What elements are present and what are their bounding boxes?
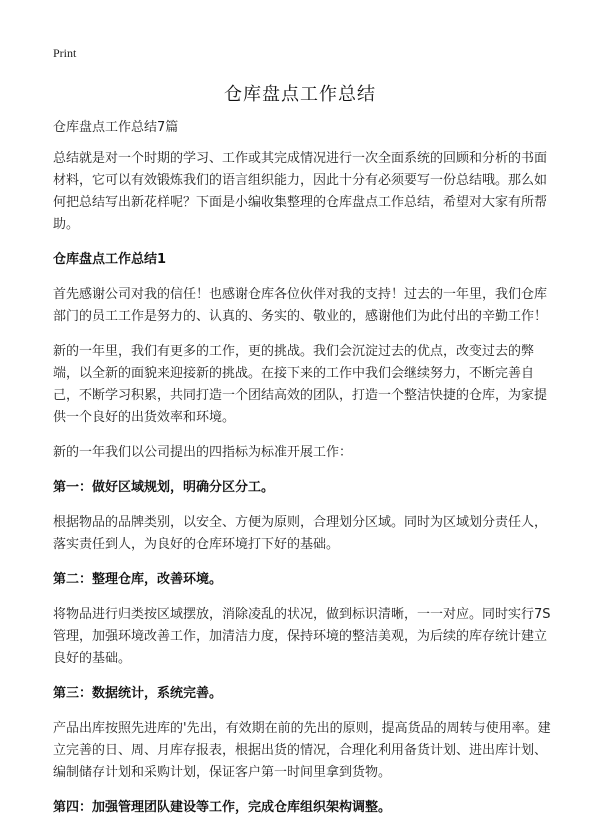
point-1-text: 根据物品的品牌类别，以安全、方便为原则，合理划分区域。同时为区域划分责任人，落实责任到人，为良好的仓库环境打下好的基础。 xyxy=(53,515,548,552)
paragraph-3: 新的一年我们以公司提出的四指标为标准开展工作： xyxy=(53,445,353,460)
point-2-heading: 第二：整理仓库，改善环境。 xyxy=(53,572,223,587)
section-heading: 仓库盘点工作总结1 xyxy=(53,252,167,267)
point-2-text: 将物品进行归类按区域摆放，消除凌乱的状况，做到标识清晰，一一对应。同时实行7S管理，加强环境改善工作，加清洁力度，保持环境的整洁美观，为后续的库存统计建立良好的基础。 xyxy=(53,607,551,666)
document-subtitle: 仓库盘点工作总结7篇 xyxy=(53,120,179,135)
intro-paragraph: 总结就是对一个时期的学习、工作或其完成情况进行一次全面系统的回顾和分析的书面材料，它可以有效锻炼我们的语言组织能力，因此十分有必须要写一份总结哦。那么如何把总结写出新花样呢？下面是小编收集整理的仓库盘点工作总结，希望对大家有所帮助。 xyxy=(53,151,548,232)
point-3-heading: 第三：数据统计，系统完善。 xyxy=(53,686,223,701)
document-body xyxy=(53,117,553,832)
point-1-heading: 第一：做好区域规划，明确分区分工。 xyxy=(53,480,275,495)
point-4-heading: 第四：加强管理团队建设等工作，完成仓库组织架构调整。 xyxy=(53,800,392,815)
paragraph-2: 新的一年里，我们有更多的工作，更的挑战。我们会沉淀过去的优点，改变过去的弊端，以全新的面貌来迎接新的挑战。在接下来的工作中我们会继续努力，不断完善自己，不断学习积累，共同打造一个团结高效的团队，打造一个整洁快捷的仓库，为家提供一个良好的出货效率和环境。 xyxy=(53,344,548,425)
page-title: 仓库盘点工作总结 xyxy=(224,84,376,105)
paragraph-1: 首先感谢公司对我的信任！也感谢仓库各位伙伴对我的支持！过去的一年里，我们仓库部门的员工工作是努力的、认真的、务实的、敬业的，感谢他们为此付出的辛勤工作！ xyxy=(53,287,548,324)
print-link[interactable]: Print xyxy=(53,46,77,60)
point-3-text: 产品出库按照先进库的'先出，有效期在前的先出的原则，提高货品的周转与使用率。建立完善的日、周、月库存报表，根据出货的情况，合理化利用备货计划、进出库计划、编制储存计划和采购计划，保证客户第一时间里拿到货物。 xyxy=(53,721,551,780)
